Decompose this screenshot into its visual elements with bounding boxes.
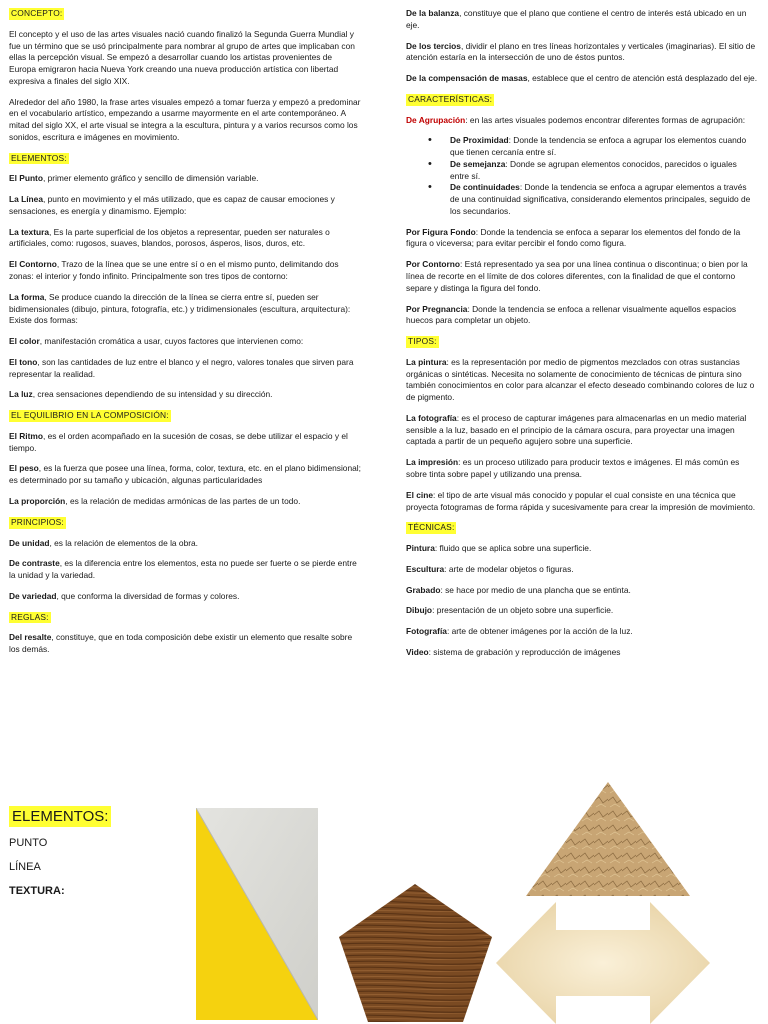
principio-item bbox=[9, 591, 361, 603]
item-text: , Es la parte superficial de los objetos a representar, pueden ser naturales o artificiales, como: rugosos, suaves, blandos, porosos, ásperos, lisos, duros, etc. bbox=[9, 226, 330, 249]
item-text: , es la diferencia entre los elementos, esta no puede ser fuerte o se pierde entre la unidad y la variedad. bbox=[9, 558, 357, 581]
item-text: , es la relación de medidas armónicas de las partes de un todo. bbox=[65, 495, 301, 506]
label-textura: TEXTURA: bbox=[9, 885, 65, 897]
regla-item bbox=[406, 73, 758, 85]
heading-tecnicas: TÉCNICAS: bbox=[408, 522, 455, 533]
item-text: , dividir el plano en tres líneas horizontales y verticales (imaginarias). El sitio de atención estaría en la intersección de uno de éstos puntos. bbox=[406, 40, 756, 63]
item-term: El peso bbox=[9, 463, 39, 474]
item-term: La Línea bbox=[9, 194, 43, 205]
tecnica-item bbox=[406, 626, 758, 638]
left-column bbox=[9, 8, 361, 665]
item-term: El Punto bbox=[9, 173, 43, 184]
principio-item bbox=[9, 538, 361, 550]
label-punto: PUNTO bbox=[9, 837, 48, 849]
elemento-item bbox=[9, 227, 361, 251]
agrupacion-term: De Agrupación bbox=[406, 114, 466, 125]
heading-equilibrio: EL EQUILIBRIO EN LA COMPOSICIÓN: bbox=[11, 410, 169, 421]
heading-concepto: CONCEPTO: bbox=[11, 8, 63, 18]
item-text: , constituye, que en toda composición debe existir un elemento que resalte sobre los demás. bbox=[9, 632, 353, 655]
agrupacion-list bbox=[406, 135, 758, 217]
tipo-item bbox=[406, 457, 758, 481]
item-term: El color bbox=[9, 336, 40, 347]
heading-elementos: ELEMENTOS: bbox=[11, 152, 67, 163]
right-column bbox=[406, 8, 758, 668]
item-text: : Donde la tendencia se enfoca a rellenar visualmente aquellos espacios huecos para completar un objeto. bbox=[406, 303, 737, 326]
item-text: , manifestación cromática a usar, cuyos factores que intervienen como: bbox=[39, 336, 304, 347]
item-term: De unidad bbox=[9, 537, 50, 548]
principio-item bbox=[9, 558, 361, 582]
kraft-paper-triangle-image bbox=[524, 780, 692, 898]
list-item bbox=[450, 182, 758, 217]
elemento-item bbox=[9, 259, 361, 283]
item-text: : Donde la tendencia se enfoca a agrupar los elementos cuando que tienen cercanía entre sí. bbox=[450, 135, 747, 158]
heading-reglas: REGLAS: bbox=[11, 611, 49, 622]
heading-caracteristicas: CARACTERÍSTICAS: bbox=[408, 93, 493, 104]
equilibrio-item bbox=[9, 463, 361, 487]
item-text: , es la relación de elementos de la obra. bbox=[49, 537, 198, 548]
concepto-paragraph-2: Alrededor del año 1980, la frase artes visuales empezó a tomar fuerza y empezó a predominar en el vocabulario artístico, empezando a usarme mayormente en el arte contemporáneo. A mitad del siglo XX, el arte visual se integra a la escultura, pintura y a varios recursos como los sonidos, escritura e imágenes en movimiento. bbox=[9, 96, 361, 142]
item-term: Pintura bbox=[406, 543, 435, 554]
item-term: Por Figura Fondo bbox=[406, 226, 476, 237]
elemento-item bbox=[9, 173, 361, 185]
item-term: El cine bbox=[406, 489, 433, 500]
heading-tipos: TIPOS: bbox=[408, 336, 437, 347]
item-term: De la balanza bbox=[406, 8, 460, 18]
item-text: : Donde la tendencia se enfoca a agrupar elementos a través de una continuidad significativa, considerando elementos principales, seguido de los secundarios. bbox=[450, 182, 751, 216]
item-term: De la compensación de masas bbox=[406, 73, 528, 84]
elemento-item bbox=[9, 357, 361, 381]
item-term: De los tercios bbox=[406, 40, 461, 51]
yellow-gray-diagonal-image bbox=[196, 808, 318, 1020]
item-text: , constituye que el plano que contiene el centro de interés está ubicado en un eje. bbox=[406, 8, 747, 30]
item-text: : Donde la tendencia se enfoca a separar los elementos del fondo de la figura o viceversa; para evitar percibir el fondo como figura. bbox=[406, 226, 741, 249]
item-text: : es el proceso de capturar imágenes para almacenarlas en un medio material sensible a la luz, basado en el principio de la cámara oscura, para proyectar una imagen captada a partir de un pequeño agujero sobre una superficie. bbox=[406, 412, 747, 447]
item-text: , establece que el centro de atención está desplazado del eje. bbox=[527, 73, 758, 84]
agrupacion-text: : en las artes visuales podemos encontrar diferentes formas de agrupación: bbox=[465, 114, 746, 125]
item-term: Fotografía bbox=[406, 626, 447, 637]
regla-item bbox=[9, 632, 361, 656]
bottom-elementos-heading: ELEMENTOS: bbox=[9, 806, 111, 827]
item-term: La textura bbox=[9, 226, 50, 237]
regla-item bbox=[406, 8, 758, 32]
list-item bbox=[450, 135, 758, 159]
heading-principios: PRINCIPIOS: bbox=[11, 516, 64, 527]
tipo-item bbox=[406, 357, 758, 404]
item-term: La pintura bbox=[406, 356, 447, 367]
tecnica-item bbox=[406, 605, 758, 617]
item-term: La fotografía bbox=[406, 412, 457, 423]
item-text: : arte de modelar objetos o figuras. bbox=[444, 563, 574, 574]
regla-item bbox=[406, 41, 758, 65]
item-text: : es la representación por medio de pigmentos mezclados con otras sustancias orgánicas o sintéticas. Necesita no solamente de conocimiento de técnicas de pintura sino también conocimientos en color para alcanzar el efecto deseado combinando colores de luz o de pigmento. bbox=[406, 356, 755, 403]
item-term: El Ritmo bbox=[9, 430, 43, 441]
elemento-item bbox=[9, 194, 361, 218]
tipo-item bbox=[406, 413, 758, 448]
tecnica-item bbox=[406, 543, 758, 555]
item-text: : sistema de grabación y reproducción de imágenes bbox=[428, 646, 621, 657]
item-text: , que conforma la diversidad de formas y colores. bbox=[56, 590, 240, 601]
item-term: La forma bbox=[9, 291, 45, 302]
item-term: Por Contorno bbox=[406, 259, 460, 270]
item-text: : arte de obtener imágenes por la acción de la luz. bbox=[446, 626, 633, 637]
equilibrio-item bbox=[9, 431, 361, 455]
item-term: La proporción bbox=[9, 495, 66, 506]
concepto-paragraph-1: El concepto y el uso de las artes visuales nació cuando finalizó la Segunda Guerra Mundial y fue un término que se usó principalmente para nombrar al grupo de artes que implicaban con ellas la percepción visual. Se empezó a desarrollar cuando los artistas provenientes de Europa emigraron hacia Nueva York creando una nueva producción artística con libertad expresiva a finales del siglo XIX. bbox=[9, 28, 355, 86]
item-term: Grabado bbox=[406, 584, 441, 595]
item-term: La luz bbox=[9, 389, 33, 400]
item-text: , Se produce cuando la dirección de la línea se cierra entre sí, pueden ser bidimensionales (dibujo, pintura, fotografía, etc.) y tridimensionales (escultura, arquitectura): Existe dos formas: bbox=[9, 291, 351, 326]
pentagon-shape bbox=[339, 884, 492, 1022]
item-term: De contraste bbox=[9, 558, 60, 569]
item-text: , es el orden acompañado en la sucesión de cosas, se debe utilizar el espacio y el tiempo. bbox=[9, 430, 348, 453]
elemento-item bbox=[9, 336, 361, 348]
equilibrio-item bbox=[9, 496, 361, 508]
item-text: : se hace por medio de una plancha que se entinta. bbox=[440, 584, 631, 595]
wood-pentagon-image bbox=[337, 882, 494, 1024]
parchment-double-arrow-image bbox=[496, 902, 710, 1024]
double-arrow-shape bbox=[496, 902, 710, 1024]
item-term: De variedad bbox=[9, 590, 57, 601]
item-text: : el tipo de arte visual más conocido y popular el cual consiste en una técnica que proyecta fotogramas de forma rápida y sucesivamente para crear la impresión de movimiento. bbox=[406, 489, 756, 512]
agrupacion-paragraph bbox=[406, 115, 758, 127]
item-text: : fluido que se aplica sobre una superficie. bbox=[434, 543, 592, 554]
item-term: De Proximidad bbox=[450, 135, 509, 146]
triangle-shape bbox=[526, 782, 690, 896]
item-text: : es un proceso utilizado para producir textos e imágenes. El más común es sobre tinta sobre papel y utilizando una prensa. bbox=[406, 457, 740, 479]
item-text: , son las cantidades de luz entre el blanco y el negro, valores tonales que sirven para representar la realidad. bbox=[9, 356, 354, 379]
item-text: , primer elemento gráfico y sencillo de dimensión variable. bbox=[42, 173, 259, 184]
caracteristica-item bbox=[406, 227, 758, 251]
caracteristica-item bbox=[406, 259, 758, 294]
item-term: La impresión bbox=[406, 457, 459, 468]
item-term: El tono bbox=[9, 356, 38, 367]
item-term: De semejanza bbox=[450, 158, 506, 169]
item-term: De continuidades bbox=[450, 182, 520, 193]
item-term: Video bbox=[406, 646, 429, 657]
elemento-item bbox=[9, 389, 361, 401]
caracteristica-item bbox=[406, 304, 758, 328]
item-text: : Está representado ya sea por una línea continua o discontinua; o bien por la línea de recorte en el límite de dos colores diferentes, con la finalidad de que el contorno separe y distinga la figura del fondo. bbox=[406, 259, 748, 293]
item-term: Del resalte bbox=[9, 632, 52, 643]
list-item bbox=[450, 159, 758, 183]
elemento-item bbox=[9, 292, 361, 327]
tecnica-item bbox=[406, 647, 758, 659]
item-text: , es la fuerza que posee una línea, forma, color, textura, etc. en el plano bidimensional; es determinado por su tamaño y ubicación, algunas particularidades bbox=[9, 463, 361, 486]
item-text: : presentación de un objeto sobre una superficie. bbox=[432, 605, 614, 616]
item-text: , Trazo de la línea que se une entre sí o en el mismo punto, delimitando dos zonas: el interior y fondo infinito. Principalmente son tres tipos de contorno: bbox=[9, 259, 339, 282]
tecnica-item bbox=[406, 564, 758, 576]
item-text: : Donde se agrupan elementos conocidos, parecidos o iguales entre sí. bbox=[450, 158, 737, 181]
item-text: , punto en movimiento y el más utilizado, que es capaz de causar emociones y sensaciones, es energía y dinamismo. Ejemplo: bbox=[9, 194, 335, 216]
tecnica-item bbox=[406, 585, 758, 597]
item-term: Por Pregnancia bbox=[406, 303, 468, 314]
item-term: Escultura bbox=[406, 563, 445, 574]
item-term: El Contorno bbox=[9, 259, 57, 270]
tipo-item bbox=[406, 490, 758, 514]
item-term: Dibujo bbox=[406, 605, 433, 616]
label-linea: LÍNEA bbox=[9, 861, 41, 873]
item-text: , crea sensaciones dependiendo de su intensidad y su dirección. bbox=[32, 389, 273, 400]
